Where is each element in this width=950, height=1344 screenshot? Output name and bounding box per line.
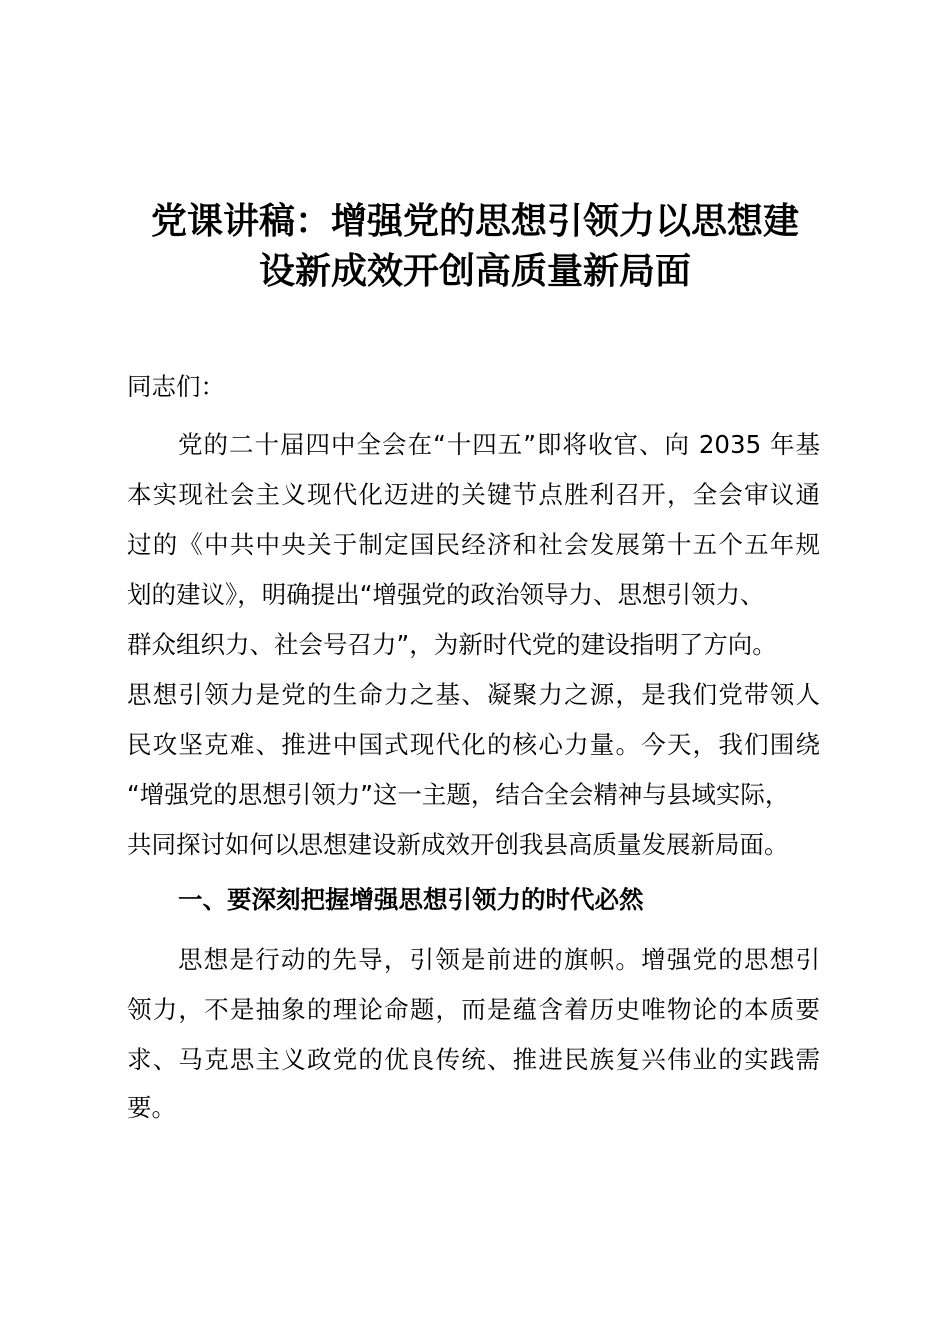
paragraph-line: 要。 (127, 1093, 176, 1122)
paragraph-line: “增强党的思想引领力”这一主题，结合全会精神与县域实际， (127, 780, 790, 809)
document-title-line-2: 设新成效开创高质量新局面 (258, 251, 691, 292)
paragraph-line: 过的《中共中央关于制定国民经济和社会发展第十五个五年规 (127, 530, 820, 559)
paragraph-line: 民攻坚克难、推进中国式现代化的核心力量。今天，我们围绕 (127, 730, 820, 759)
paragraph-line: 本实现社会主义现代化迈进的关键节点胜利召开，全会审议通 (127, 480, 820, 509)
paragraph-line: 划的建议》，明确提出“增强党的政治领导力、思想引领力、 (127, 580, 765, 609)
section-heading-1: 一、要深刻把握增强思想引领力的时代必然 (178, 885, 644, 914)
paragraph-line: 共同探讨如何以思想建设新成效开创我县高质量发展新局面。 (127, 830, 789, 859)
paragraph-line: 群众组织力、社会号召力”，为新时代党的建设指明了方向。 (127, 630, 777, 659)
paragraph-line: 党的二十届四中全会在“十四五”即将收官、向 2035 年基 (178, 430, 820, 459)
salutation: 同志们： (127, 372, 225, 401)
paragraph-line: 思想是行动的先导，引领是前进的旗帜。增强党的思想引 (178, 945, 820, 974)
paragraph-line: 求、马克思主义政党的优良传统、推进民族复兴伟业的实践需 (127, 1045, 820, 1074)
paragraph-line: 领力，不是抽象的理论命题，而是蕴含着历史唯物论的本质要 (127, 995, 820, 1024)
document-title-line-1: 党课讲稿：增强党的思想引领力以思想建 (150, 201, 799, 242)
paragraph-line: 思想引领力是党的生命力之基、凝聚力之源，是我们党带领人 (127, 680, 820, 709)
